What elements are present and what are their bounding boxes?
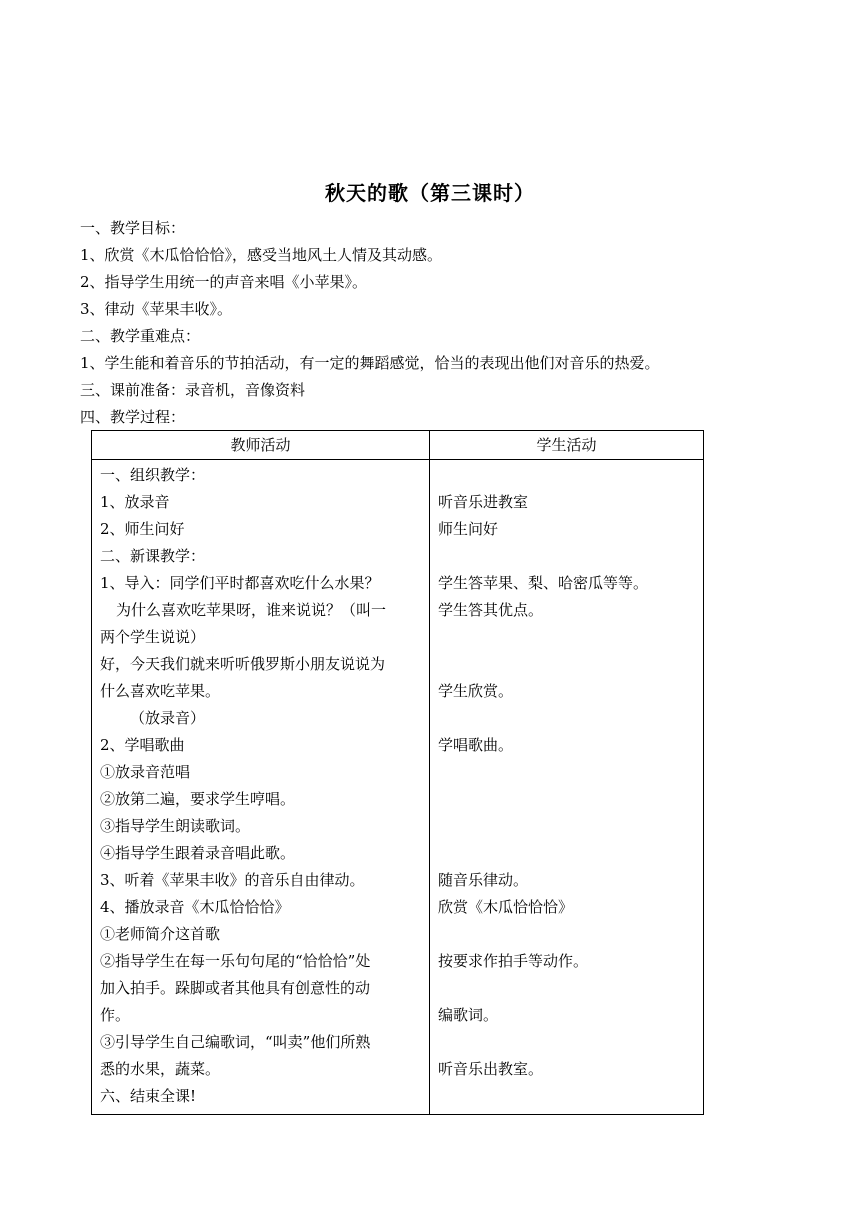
teaching-process-table: [91, 430, 704, 1115]
teacher-line: 二、新课教学：: [100, 547, 206, 565]
teacher-line: 什么喜欢吃苹果。: [100, 682, 221, 700]
objective-3: 3、律动《苹果丰收》。: [80, 300, 233, 318]
objective-1: 1、欣赏《木瓜恰恰恰》，感受当地风土人情及其动感。: [80, 246, 443, 264]
teacher-line: 2、师生问好: [100, 520, 185, 538]
student-line: [438, 543, 697, 570]
student-line: [438, 462, 697, 489]
document-title: 秋天的歌（第三课时）: [325, 181, 535, 205]
teacher-line: 悉的水果，蔬菜。: [100, 1060, 221, 1078]
teacher-line: ④指导学生跟着录音唱此歌。: [100, 844, 296, 862]
teacher-line: ③指导学生朗读歌词。: [100, 817, 251, 835]
teacher-line: （放录音）: [130, 709, 206, 727]
section-heading-key-points: 二、教学重难点：: [80, 327, 201, 345]
teacher-line: 一、组织教学：: [100, 466, 206, 484]
objective-2: 2、指导学生用统一的声音来唱《小苹果》。: [80, 273, 368, 291]
student-line: [438, 1083, 697, 1110]
student-line: 学生欣赏。: [438, 682, 514, 700]
teacher-line: 六、结束全课!: [100, 1087, 197, 1105]
table-header-row: [92, 431, 704, 460]
teacher-line: 1、导入：同学们平时都喜欢吃什么水果？: [100, 574, 380, 592]
student-line: 听音乐进教室: [438, 493, 529, 511]
teacher-line: ①老师简介这首歌: [100, 925, 221, 943]
student-line: [438, 786, 697, 813]
student-line: 随音乐律动。: [438, 871, 529, 889]
student-activity-cell: [430, 460, 704, 1115]
student-line: [438, 975, 697, 1002]
teacher-line: 2、学唱歌曲: [100, 736, 185, 754]
key-point-1: 1、学生能和着音乐的节拍活动，有一定的舞蹈感觉，恰当的表现出他们对音乐的热爱。: [80, 354, 660, 372]
section-preparation: 三、课前准备：录音机，音像资料: [80, 381, 306, 399]
teacher-line: 1、放录音: [100, 493, 170, 511]
student-line: [438, 624, 697, 651]
teacher-line: ②指导学生在每一乐句句尾的“恰恰恰”处: [100, 952, 371, 970]
student-line: 学唱歌曲。: [438, 736, 514, 754]
teacher-activity-cell: [92, 460, 430, 1115]
header-teacher-activity: 教师活动: [92, 431, 430, 460]
student-line: 学生答其优点。: [438, 601, 544, 619]
teacher-line: 3、听着《苹果丰收》的音乐自由律动。: [100, 871, 365, 889]
student-line: 编歌词。: [438, 1006, 499, 1024]
student-line: 欣赏《木瓜恰恰恰》: [438, 898, 574, 916]
table-body-row: [92, 460, 704, 1115]
lesson-intro: [80, 215, 800, 431]
teacher-line: ①放录音范唱: [100, 763, 191, 781]
student-line: 听音乐出教室。: [438, 1060, 544, 1078]
teacher-line: 好，今天我们就来听听俄罗斯小朋友说说为: [100, 655, 386, 673]
section-heading-process: 四、教学过程：: [80, 408, 186, 426]
teacher-line: 为什么喜欢吃苹果呀，谁来说说？（叫一: [116, 601, 387, 619]
student-line: 师生问好: [438, 520, 499, 538]
student-line: 按要求作拍手等动作。: [438, 952, 589, 970]
teacher-line: ③引导学生自己编歌词，“叫卖”他们所熟: [100, 1033, 371, 1051]
teacher-line: ②放第二遍，要求学生哼唱。: [100, 790, 296, 808]
header-student-activity: 学生活动: [430, 431, 704, 460]
section-heading-objectives: 一、教学目标：: [80, 219, 186, 237]
teacher-line: 作。: [100, 1006, 131, 1024]
teacher-line: 两个学生说说）: [100, 628, 206, 646]
student-line: [438, 705, 697, 732]
student-line: [438, 813, 697, 840]
student-line: [438, 1029, 697, 1056]
student-line: [438, 651, 697, 678]
teacher-line: 4、播放录音《木瓜恰恰恰》: [100, 898, 290, 916]
student-line: [438, 840, 697, 867]
teacher-line: 加入拍手。跺脚或者其他具有创意性的动: [100, 979, 371, 997]
student-line: 学生答苹果、梨、哈密瓜等等。: [438, 574, 649, 592]
student-line: [438, 921, 697, 948]
student-line: [438, 759, 697, 786]
